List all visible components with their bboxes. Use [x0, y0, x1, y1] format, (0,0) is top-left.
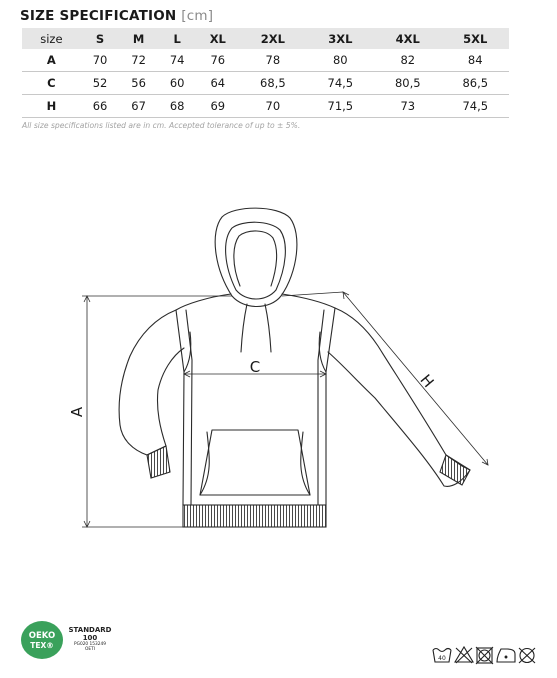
header-cell: 2XL	[239, 28, 306, 49]
certification-code: PG020 153249	[74, 642, 106, 647]
table-cell: 71,5	[307, 95, 374, 118]
header-cell: M	[119, 28, 158, 49]
header-cell: 3XL	[307, 28, 374, 49]
table-cell: 80	[307, 49, 374, 72]
table-cell: 68,5	[239, 72, 306, 95]
header-cell: S	[81, 28, 120, 49]
cuff-ribbing-left	[147, 446, 170, 478]
tolerance-note: All size specifications listed are in cm. Accepted tolerance of up to ± 5%.	[22, 121, 301, 130]
standard-number: 100	[82, 634, 98, 642]
table-cell: 68	[158, 95, 197, 118]
certification-institute: OETI	[85, 647, 95, 652]
table-cell: 70	[81, 49, 120, 72]
no-dry-clean-icon	[519, 648, 535, 663]
body-outline	[176, 294, 335, 505]
standard-label: STANDARD	[68, 626, 112, 634]
table-cell: 74,5	[441, 95, 509, 118]
table-cell: A	[22, 49, 81, 72]
table-cell: 64	[196, 72, 239, 95]
table-cell: 73	[374, 95, 441, 118]
table-cell: 86,5	[441, 72, 509, 95]
measure-h-line	[343, 292, 488, 465]
wash-40-icon	[433, 649, 451, 663]
header-cell: L	[158, 28, 197, 49]
table-cell: 74,5	[307, 72, 374, 95]
table-cell: 56	[119, 72, 158, 95]
title-unit: [cm]	[181, 8, 214, 24]
table-cell: 84	[441, 49, 509, 72]
table-cell: C	[22, 72, 81, 95]
wash-temp: 40	[438, 655, 446, 662]
oeko-text: OEKO	[28, 631, 56, 641]
table-cell: H	[22, 95, 81, 118]
no-bleach-icon	[455, 647, 473, 663]
table-cell: 78	[239, 49, 306, 72]
measure-h-label: H	[416, 370, 438, 392]
table-cell: 60	[158, 72, 197, 95]
table-cell: 74	[158, 49, 197, 72]
table-cell: 72	[119, 49, 158, 72]
table-cell: 82	[374, 49, 441, 72]
measure-c-label: C	[249, 358, 261, 376]
drawstring-right	[265, 304, 271, 352]
cuff-ribbing-right	[440, 455, 470, 485]
oeko-standard-block	[66, 626, 114, 652]
oeko-tex-logo	[20, 620, 64, 660]
title-main: SIZE SPECIFICATION	[20, 8, 177, 24]
table-cell: 66	[81, 95, 120, 118]
sleeve-left	[119, 310, 184, 455]
header-cell: 4XL	[374, 28, 441, 49]
kangaroo-pocket	[200, 430, 310, 495]
header-cell: XL	[196, 28, 239, 49]
table-cell: 69	[196, 95, 239, 118]
hem-ribbing	[183, 505, 326, 527]
measure-a-label: A	[68, 406, 86, 418]
drawstring-left	[241, 304, 247, 352]
header-cell: size	[22, 28, 81, 49]
no-tumble-dry-icon	[476, 647, 493, 664]
table-cell: 67	[119, 95, 158, 118]
header-cell: 5XL	[441, 28, 509, 49]
table-cell: 52	[81, 72, 120, 95]
tex-text: TEX®	[30, 641, 54, 650]
table-cell: 80,5	[374, 72, 441, 95]
table-cell: 70	[239, 95, 306, 118]
iron-low-icon	[497, 649, 515, 662]
care-symbols	[431, 644, 539, 666]
table-cell: 76	[196, 49, 239, 72]
